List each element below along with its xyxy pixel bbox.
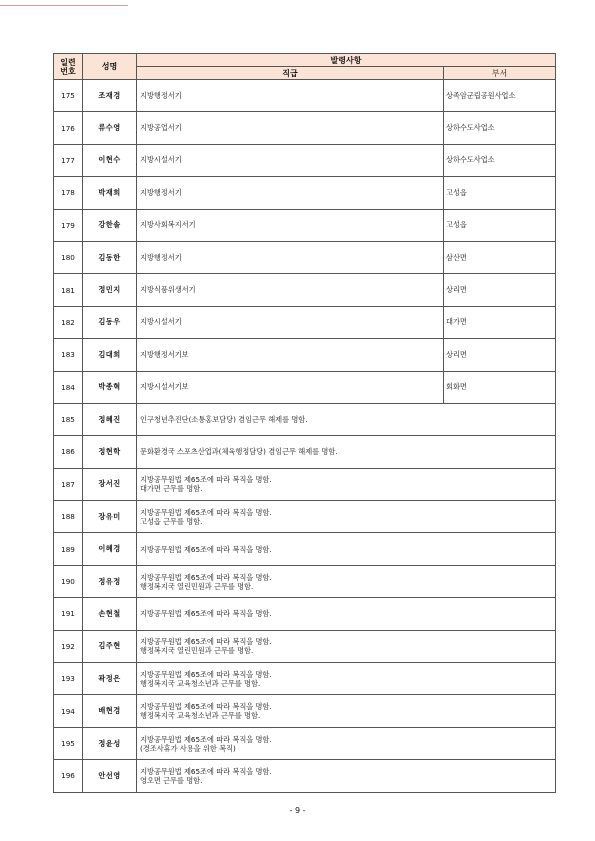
person-name: 김동우 bbox=[83, 306, 137, 338]
grade: 지방행정서기 bbox=[137, 241, 444, 273]
person-name: 이혜경 bbox=[83, 533, 137, 565]
serial-no: 190 bbox=[54, 565, 83, 597]
header-action: 발령사항 bbox=[137, 54, 556, 67]
grade: 지방사회복지서기 bbox=[137, 209, 444, 241]
action-note bbox=[137, 663, 556, 695]
note-line-1: 지방공무원법 제65조에 따라 복직을 명함. bbox=[140, 572, 272, 582]
header-serial-no: 일련 번호 bbox=[54, 54, 83, 80]
serial-no: 196 bbox=[54, 760, 83, 792]
action-note bbox=[137, 695, 556, 727]
note-line-2: 행정복지국 열린민원과 근무를 명함. bbox=[140, 646, 254, 656]
person-name: 배현경 bbox=[83, 695, 137, 727]
action-note bbox=[137, 436, 556, 468]
person-name: 이현수 bbox=[83, 144, 137, 176]
serial-no: 180 bbox=[54, 241, 83, 273]
table-row bbox=[54, 306, 556, 338]
department: 고성읍 bbox=[444, 177, 556, 209]
serial-no: 194 bbox=[54, 695, 83, 727]
serial-no: 178 bbox=[54, 177, 83, 209]
person-name: 장유미 bbox=[83, 501, 137, 533]
note-line-2: 행정복지국 교육청소년과 근무를 명함. bbox=[140, 711, 261, 721]
header-grade: 직급 bbox=[137, 67, 444, 80]
table-row bbox=[54, 565, 556, 597]
serial-no: 182 bbox=[54, 306, 83, 338]
serial-no: 179 bbox=[54, 209, 83, 241]
action-note bbox=[137, 630, 556, 662]
note-line-1: 지방공무원법 제65조에 따라 복직을 명함. bbox=[140, 766, 272, 776]
serial-no: 177 bbox=[54, 144, 83, 176]
note-line-2: 고성읍 근무를 명함. bbox=[140, 516, 203, 526]
note-line-1: 지방공무원법 제65조에 따라 복직을 명함. bbox=[140, 507, 272, 517]
table-row bbox=[54, 695, 556, 727]
note-line-2: (경조사휴가 사용을 위한 복직) bbox=[140, 743, 236, 753]
table-row bbox=[54, 630, 556, 662]
table-row bbox=[54, 436, 556, 468]
person-name: 안선영 bbox=[83, 760, 137, 792]
note-line-1: 지방공무원법 제65조에 따라 복직을 명함. bbox=[140, 734, 272, 744]
serial-no: 188 bbox=[54, 501, 83, 533]
table-row bbox=[54, 339, 556, 371]
table-body bbox=[54, 80, 556, 793]
serial-no: 195 bbox=[54, 727, 83, 759]
department: 상하수도사업소 bbox=[444, 112, 556, 144]
serial-no: 181 bbox=[54, 274, 83, 306]
note-line-1: 지방공무원법 제65조에 따라 복직을 명함. bbox=[140, 475, 272, 485]
person-name: 조재경 bbox=[83, 80, 137, 112]
header-dept: 부서 bbox=[444, 67, 556, 80]
action-note bbox=[137, 403, 556, 435]
person-name: 정현학 bbox=[83, 436, 137, 468]
note-line-1: 지방공무원법 제65조에 따라 복직을 명함. bbox=[140, 669, 272, 679]
table-header bbox=[54, 54, 556, 80]
person-name: 정혜진 bbox=[83, 403, 137, 435]
person-name: 박재희 bbox=[83, 177, 137, 209]
person-name: 김동한 bbox=[83, 241, 137, 273]
action-note bbox=[137, 727, 556, 759]
grade: 지방시설서기보 bbox=[137, 371, 444, 403]
table-row bbox=[54, 371, 556, 403]
serial-no: 189 bbox=[54, 533, 83, 565]
note-line-2: 영오면 근무를 명함. bbox=[140, 775, 203, 785]
grade: 지방시설서기 bbox=[137, 144, 444, 176]
note-line-2: 행정복지국 열린민원과 근무를 명함. bbox=[140, 581, 254, 591]
person-name: 박종혁 bbox=[83, 371, 137, 403]
person-name: 정민지 bbox=[83, 274, 137, 306]
serial-no: 191 bbox=[54, 598, 83, 630]
person-name: 곽정은 bbox=[83, 663, 137, 695]
person-name: 장서진 bbox=[83, 468, 137, 500]
table-row bbox=[54, 274, 556, 306]
department: 상하수도사업소 bbox=[444, 144, 556, 176]
department: 삼산면 bbox=[444, 241, 556, 273]
department: 상리면 bbox=[444, 339, 556, 371]
grade: 지방행정서기 bbox=[137, 80, 444, 112]
person-name: 강한솔 bbox=[83, 209, 137, 241]
table-row bbox=[54, 80, 556, 112]
action-note bbox=[137, 501, 556, 533]
person-name: 정유정 bbox=[83, 565, 137, 597]
note-line-1: 지방공무원법 제65조에 따라 복직을 명함. bbox=[140, 637, 272, 647]
table-row bbox=[54, 144, 556, 176]
department: 상리면 bbox=[444, 274, 556, 306]
serial-no: 192 bbox=[54, 630, 83, 662]
action-note bbox=[137, 598, 556, 630]
table-row bbox=[54, 533, 556, 565]
serial-no: 187 bbox=[54, 468, 83, 500]
table-row bbox=[54, 209, 556, 241]
note-line-2: 대가면 근무를 명함. bbox=[140, 484, 203, 494]
table-row bbox=[54, 468, 556, 500]
grade: 지방식품위생서기 bbox=[137, 274, 444, 306]
note-line-1: 지방공무원법 제65조에 따라 복직을 명함. bbox=[140, 702, 272, 712]
grade: 지방행정서기 bbox=[137, 177, 444, 209]
serial-no: 184 bbox=[54, 371, 83, 403]
note-line-1: 문화환경국 스포츠산업과(체육행정담당) 겸임근무 해제를 명함. bbox=[140, 447, 338, 457]
serial-no: 175 bbox=[54, 80, 83, 112]
top-rule bbox=[0, 5, 128, 6]
person-name: 정윤성 bbox=[83, 727, 137, 759]
table-row bbox=[54, 112, 556, 144]
appointment-table bbox=[53, 53, 556, 793]
serial-no: 185 bbox=[54, 403, 83, 435]
table-row bbox=[54, 403, 556, 435]
table-row bbox=[54, 241, 556, 273]
person-name: 김주현 bbox=[83, 630, 137, 662]
serial-no: 186 bbox=[54, 436, 83, 468]
action-note bbox=[137, 565, 556, 597]
action-note bbox=[137, 760, 556, 792]
serial-no: 193 bbox=[54, 663, 83, 695]
page-number: - 9 - bbox=[289, 806, 306, 815]
department: 회화면 bbox=[444, 371, 556, 403]
table-row bbox=[54, 177, 556, 209]
header-name: 성명 bbox=[83, 54, 137, 80]
grade: 지방공업서기 bbox=[137, 112, 444, 144]
person-name: 김대희 bbox=[83, 339, 137, 371]
serial-no: 183 bbox=[54, 339, 83, 371]
serial-no: 176 bbox=[54, 112, 83, 144]
action-note bbox=[137, 468, 556, 500]
department: 상족암군립공원사업소 bbox=[444, 80, 556, 112]
department: 고성읍 bbox=[444, 209, 556, 241]
person-name: 류수영 bbox=[83, 112, 137, 144]
table-row bbox=[54, 663, 556, 695]
grade: 지방시설서기 bbox=[137, 306, 444, 338]
note-line-1: 지방공무원법 제65조에 따라 복직을 명함. bbox=[140, 609, 272, 619]
grade: 지방행정서기보 bbox=[137, 339, 444, 371]
table-row bbox=[54, 501, 556, 533]
person-name: 손현철 bbox=[83, 598, 137, 630]
table-row bbox=[54, 760, 556, 792]
department: 대가면 bbox=[444, 306, 556, 338]
table-row bbox=[54, 727, 556, 759]
note-line-1: 지방공무원법 제65조에 따라 복직을 명함. bbox=[140, 544, 272, 554]
table-row bbox=[54, 598, 556, 630]
note-line-1: 인구청년추진단(소통홍보담당) 겸임근무 해제를 명함. bbox=[140, 415, 308, 425]
action-note bbox=[137, 533, 556, 565]
note-line-2: 행정복지국 교육청소년과 근무를 명함. bbox=[140, 678, 261, 688]
